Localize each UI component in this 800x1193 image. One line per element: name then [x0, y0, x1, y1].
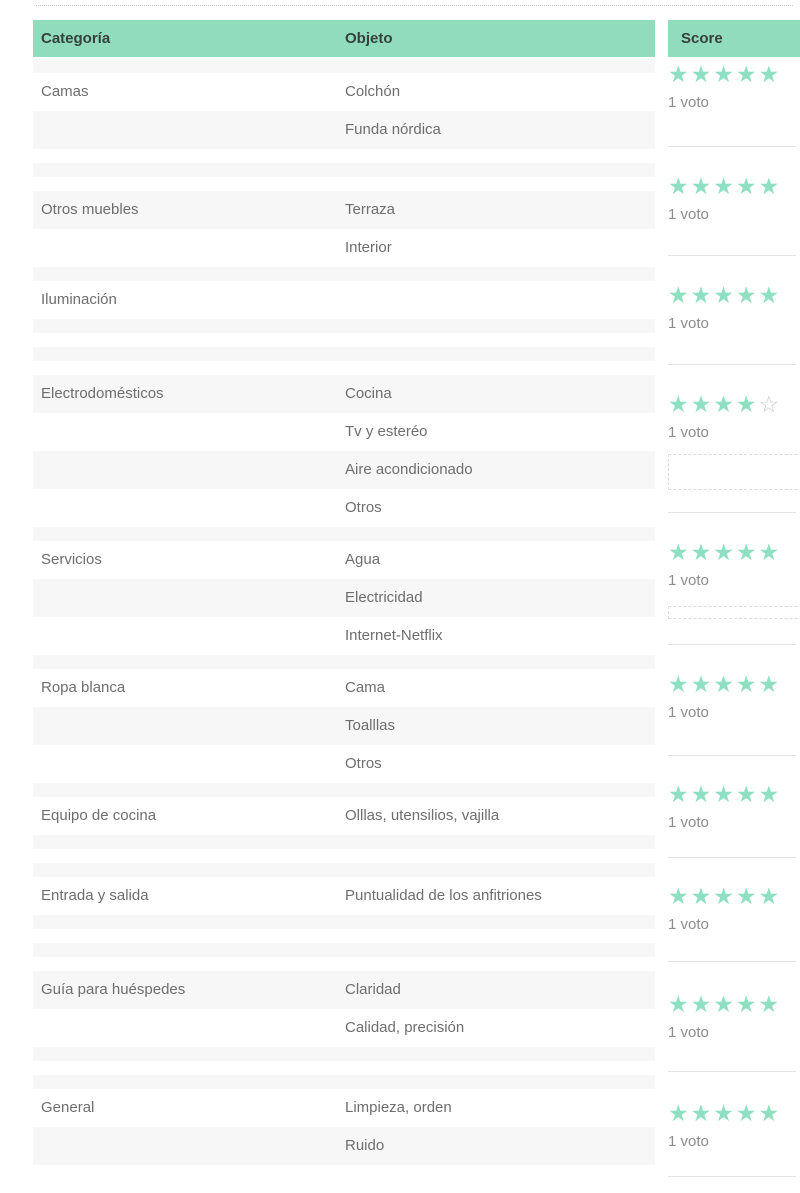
category-cell: Servicios [41, 551, 102, 568]
table-row [33, 783, 655, 797]
star-filled-icon[interactable]: ★ [735, 883, 759, 909]
star-rating[interactable] [668, 57, 796, 86]
category-cell: Electrodomésticos [41, 385, 164, 402]
table-row [33, 915, 655, 929]
category-cell [33, 267, 345, 281]
category-cell [33, 527, 345, 541]
star-filled-icon[interactable]: ★ [668, 991, 691, 1017]
object-cell [345, 347, 655, 361]
table-row [33, 797, 655, 835]
vote-count: 1 voto [668, 424, 709, 441]
object-cell: Tv y esteréo [345, 423, 428, 440]
vote-count: 1 voto [668, 315, 709, 332]
table-row [33, 527, 655, 541]
category-cell [33, 1127, 345, 1165]
object-cell [345, 863, 655, 877]
table-row [33, 541, 655, 579]
category-cell [33, 361, 345, 375]
star-filled-icon[interactable]: ★ [690, 391, 714, 417]
category-cell [33, 163, 345, 177]
star-filled-icon[interactable]: ★ [735, 1100, 759, 1126]
star-filled-icon[interactable]: ★ [735, 991, 759, 1017]
score-block [668, 256, 796, 365]
score-block [668, 365, 796, 513]
star-filled-icon[interactable]: ★ [690, 282, 714, 308]
table-row [33, 957, 655, 971]
object-cell [345, 163, 655, 177]
object-cell: Terraza [345, 201, 396, 218]
table-row [33, 1061, 655, 1075]
table-row [33, 655, 655, 669]
object-cell [345, 527, 655, 541]
star-filled-icon[interactable]: ★ [690, 1100, 714, 1126]
score-block [668, 645, 796, 756]
object-cell: Ruido [345, 1137, 385, 1154]
object-cell [345, 319, 655, 333]
score-block [668, 57, 796, 147]
category-cell [33, 745, 345, 783]
category-column-header: Categoría [41, 30, 111, 47]
object-cell: Funda nórdica [345, 121, 441, 138]
object-cell: Puntualidad de los anfitriones [345, 887, 542, 904]
object-cell [345, 835, 655, 849]
category-cell: Otros muebles [41, 201, 139, 218]
table-row [33, 73, 655, 111]
table-row [33, 149, 655, 163]
star-filled-icon[interactable]: ★ [735, 61, 759, 87]
score-block [668, 147, 796, 256]
star-rating[interactable] [668, 756, 796, 806]
category-cell [33, 655, 345, 669]
category-cell [33, 1009, 345, 1047]
star-rating[interactable] [668, 256, 796, 307]
table-row [33, 1127, 655, 1165]
vote-count: 1 voto [668, 94, 709, 111]
object-cell [345, 281, 655, 319]
object-cell: Interior [345, 239, 392, 256]
star-filled-icon[interactable]: ★ [668, 883, 691, 909]
vote-count: 1 voto [668, 916, 709, 933]
score-block [668, 1072, 796, 1177]
category-cell [33, 149, 345, 163]
star-filled-icon[interactable]: ★ [758, 991, 782, 1017]
object-cell: Calidad, precisión [345, 1019, 465, 1036]
star-rating[interactable] [668, 1072, 796, 1125]
score-block [668, 858, 796, 962]
table-row [33, 1047, 655, 1061]
star-filled-icon[interactable]: ★ [713, 991, 736, 1017]
object-cell: Otros [345, 499, 382, 516]
object-cell: Cama [345, 679, 386, 696]
star-filled-icon[interactable]: ★ [713, 391, 736, 417]
category-cell [33, 489, 345, 527]
table-row [33, 929, 655, 943]
star-filled-icon[interactable]: ★ [668, 282, 691, 308]
star-rating[interactable] [668, 858, 796, 908]
table-row [33, 451, 655, 489]
category-cell: Ropa blanca [41, 679, 126, 696]
object-cell [345, 957, 655, 971]
category-cell [33, 579, 345, 617]
star-filled-icon[interactable]: ★ [735, 671, 759, 697]
table-row [33, 1089, 655, 1127]
table-row [33, 943, 655, 957]
object-cell [345, 333, 655, 347]
star-filled-icon[interactable]: ★ [690, 781, 714, 807]
category-cell [33, 59, 345, 73]
table-row [33, 971, 655, 1009]
star-filled-icon[interactable]: ★ [735, 282, 759, 308]
table-row [33, 111, 655, 149]
object-cell: Claridad [345, 981, 401, 998]
category-cell [33, 915, 345, 929]
category-cell: Equipo de cocina [41, 807, 157, 824]
star-filled-icon[interactable]: ★ [668, 671, 691, 697]
object-cell [345, 943, 655, 957]
table-row [33, 707, 655, 745]
category-cell [33, 957, 345, 971]
object-cell [345, 655, 655, 669]
score-block [668, 756, 796, 858]
object-cell: Internet-Netflix [345, 627, 443, 644]
table-row [33, 281, 655, 319]
star-filled-icon[interactable]: ★ [735, 173, 759, 199]
score-block [668, 962, 796, 1072]
object-cell: Electricidad [345, 589, 423, 606]
category-cell [33, 783, 345, 797]
object-cell: Limpieza, orden [345, 1099, 452, 1116]
category-cell: Entrada y salida [41, 887, 149, 904]
dotted-divider [36, 5, 793, 6]
category-cell [33, 1061, 345, 1075]
star-filled-icon[interactable]: ★ [668, 1100, 691, 1126]
table-row [33, 489, 655, 527]
table-row [33, 863, 655, 877]
star-filled-icon[interactable]: ★ [758, 671, 782, 697]
star-filled-icon[interactable]: ★ [735, 539, 759, 565]
star-filled-icon[interactable]: ★ [713, 282, 736, 308]
star-filled-icon[interactable]: ★ [758, 173, 782, 199]
category-cell [33, 111, 345, 149]
object-cell: Colchón [345, 83, 401, 100]
star-rating[interactable] [668, 645, 796, 696]
table-row [33, 267, 655, 281]
table-header-row [33, 20, 655, 57]
star-rating[interactable] [668, 962, 796, 1016]
category-cell [33, 849, 345, 863]
star-outline-icon[interactable]: ☆ [758, 391, 782, 417]
category-cell [33, 177, 345, 191]
vote-count: 1 voto [668, 206, 709, 223]
vote-count: 1 voto [668, 1133, 709, 1150]
table-body [33, 59, 655, 1165]
table-row [33, 191, 655, 229]
object-cell: Cocina [345, 385, 392, 402]
ratings-table [33, 20, 655, 1165]
object-cell: Olllas, utensilios, vajilla [345, 807, 500, 824]
star-filled-icon[interactable]: ★ [690, 883, 714, 909]
score-column-header: Score [668, 20, 800, 57]
vote-count: 1 voto [668, 1024, 709, 1041]
table-row [33, 361, 655, 375]
object-cell [345, 1075, 655, 1089]
star-filled-icon[interactable]: ★ [713, 781, 736, 807]
star-filled-icon[interactable]: ★ [758, 781, 782, 807]
star-filled-icon[interactable]: ★ [713, 1100, 736, 1126]
star-filled-icon[interactable]: ★ [668, 61, 691, 87]
object-cell [345, 177, 655, 191]
category-cell [33, 835, 345, 849]
star-filled-icon[interactable]: ★ [690, 61, 714, 87]
category-cell [33, 333, 345, 347]
object-cell [345, 361, 655, 375]
table-row [33, 319, 655, 333]
star-filled-icon[interactable]: ★ [713, 671, 736, 697]
score-body [668, 57, 800, 1177]
star-filled-icon[interactable]: ★ [713, 883, 736, 909]
object-cell [345, 267, 655, 281]
star-filled-icon[interactable]: ★ [690, 539, 714, 565]
vote-count: 1 voto [668, 704, 709, 721]
star-filled-icon[interactable]: ★ [758, 539, 782, 565]
object-cell [345, 849, 655, 863]
star-rating[interactable] [668, 365, 796, 416]
category-cell: Camas [41, 83, 89, 100]
star-filled-icon[interactable]: ★ [713, 539, 736, 565]
table-row [33, 617, 655, 655]
category-cell [33, 451, 345, 489]
category-cell [33, 1047, 345, 1061]
object-cell: Agua [345, 551, 381, 568]
table-row [33, 669, 655, 707]
table-row [33, 579, 655, 617]
object-cell [345, 149, 655, 163]
star-filled-icon[interactable]: ★ [735, 781, 759, 807]
star-filled-icon[interactable]: ★ [713, 61, 736, 87]
star-filled-icon[interactable]: ★ [758, 282, 782, 308]
object-cell: Toalllas [345, 717, 396, 734]
star-rating[interactable] [668, 513, 796, 564]
category-cell: General [41, 1099, 95, 1116]
table-row [33, 59, 655, 73]
empty-rating-box [668, 454, 800, 490]
category-cell [33, 319, 345, 333]
table-row [33, 413, 655, 451]
table-row [33, 1009, 655, 1047]
object-cell [345, 915, 655, 929]
empty-rating-box [668, 606, 800, 619]
category-cell [33, 347, 345, 361]
category-cell: Guía para huéspedes [41, 981, 186, 998]
object-column-header: Objeto [345, 30, 393, 47]
star-filled-icon[interactable]: ★ [735, 391, 759, 417]
category-cell: Iluminación [41, 291, 117, 308]
category-cell [33, 1075, 345, 1089]
score-column [668, 20, 800, 1177]
object-cell [345, 929, 655, 943]
star-filled-icon[interactable]: ★ [758, 61, 782, 87]
object-cell [345, 59, 655, 73]
table-row [33, 745, 655, 783]
star-filled-icon[interactable]: ★ [668, 173, 691, 199]
table-row [33, 229, 655, 267]
object-cell [345, 1061, 655, 1075]
category-cell [33, 413, 345, 451]
category-cell [33, 617, 345, 655]
table-row [33, 835, 655, 849]
table-row [33, 163, 655, 177]
star-filled-icon[interactable]: ★ [758, 883, 782, 909]
star-filled-icon[interactable]: ★ [668, 781, 691, 807]
star-filled-icon[interactable]: ★ [713, 173, 736, 199]
score-block [668, 513, 796, 645]
vote-count: 1 voto [668, 572, 709, 589]
object-cell [345, 1047, 655, 1061]
category-cell [33, 229, 345, 267]
table-row [33, 333, 655, 347]
table-row [33, 849, 655, 863]
category-cell [33, 863, 345, 877]
vote-count: 1 voto [668, 814, 709, 831]
table-row [33, 347, 655, 361]
star-filled-icon[interactable]: ★ [668, 391, 691, 417]
table-row [33, 177, 655, 191]
star-filled-icon[interactable]: ★ [690, 671, 714, 697]
star-filled-icon[interactable]: ★ [758, 1100, 782, 1126]
object-cell: Aire acondicionado [345, 461, 473, 478]
table-row [33, 1075, 655, 1089]
object-cell: Otros [345, 755, 382, 772]
table-row [33, 375, 655, 413]
star-filled-icon[interactable]: ★ [690, 173, 714, 199]
category-cell [33, 929, 345, 943]
star-rating[interactable] [668, 147, 796, 198]
star-filled-icon[interactable]: ★ [690, 991, 714, 1017]
category-cell [33, 707, 345, 745]
category-cell [33, 943, 345, 957]
table-row [33, 877, 655, 915]
star-filled-icon[interactable]: ★ [668, 539, 691, 565]
object-cell [345, 783, 655, 797]
